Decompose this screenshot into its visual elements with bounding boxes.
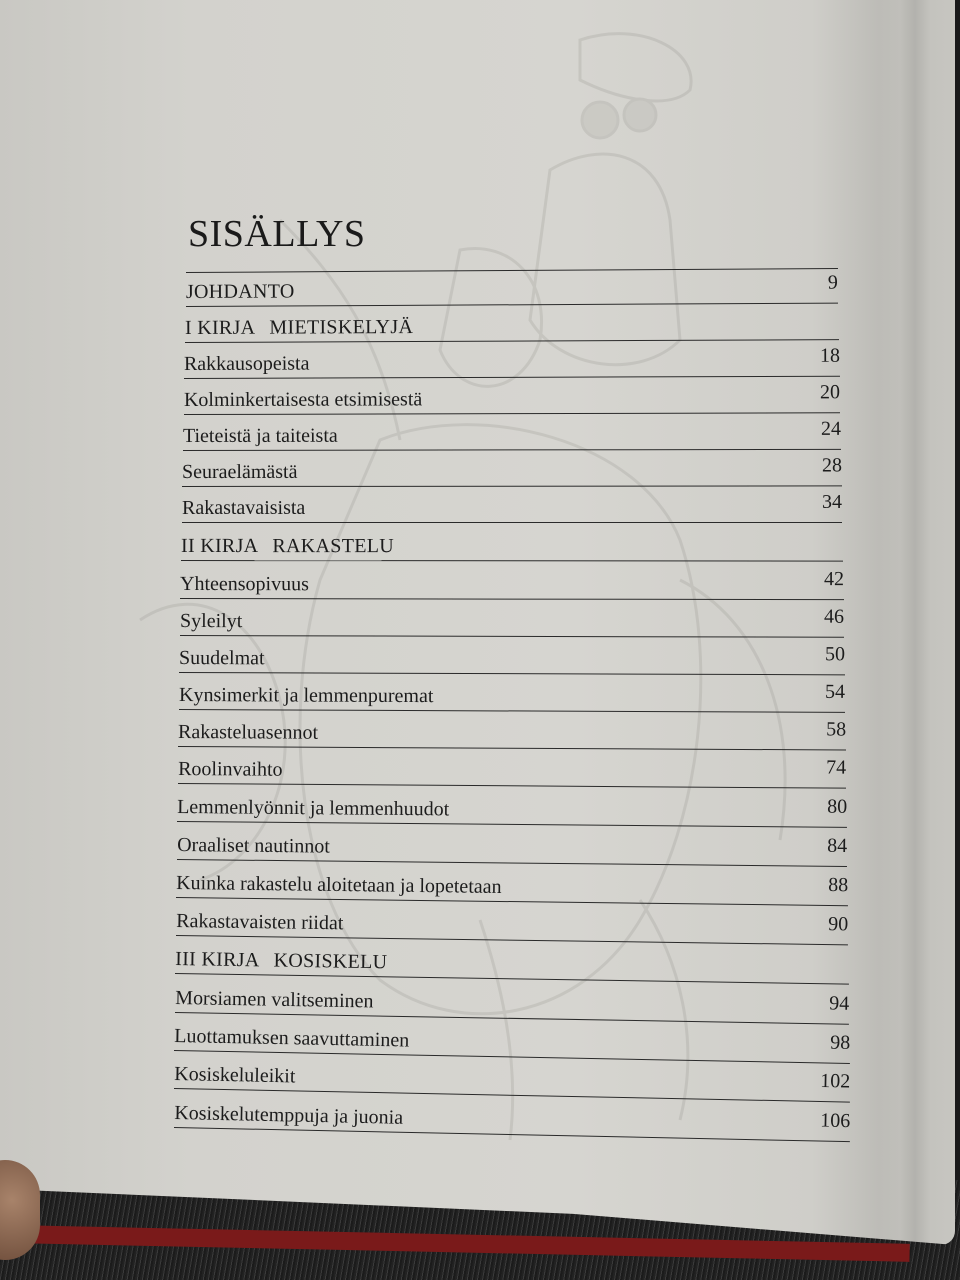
toc-entry[interactable] — [178, 716, 846, 750]
entry-page-number: 54 — [825, 680, 846, 703]
book-title: RAKASTELU — [272, 535, 395, 558]
toc-entry[interactable] — [180, 568, 844, 600]
entry-label: Morsiamen valitseminen — [175, 987, 374, 1013]
toc-entry[interactable] — [179, 679, 845, 713]
entry-page-number: 58 — [826, 718, 847, 741]
entry-label: JOHDANTO — [185, 280, 295, 304]
entry-page-number: 46 — [824, 605, 845, 628]
entry-label: Rakasteluasennot — [178, 721, 319, 744]
book-number: III KIRJA — [175, 948, 260, 972]
entry-label: Rakastavaisten riidat — [176, 910, 344, 935]
entry-page-number: 80 — [827, 795, 848, 818]
entry-label: Oraaliset nautinnot — [177, 834, 330, 858]
entry-label: Syleilyt — [180, 610, 243, 633]
entry-page-number: 74 — [826, 756, 847, 779]
entry-label: Yhteensopivuus — [180, 573, 309, 596]
entry-page-number: 42 — [824, 568, 845, 591]
entry-page-number: 106 — [820, 1109, 851, 1133]
toc-entry[interactable] — [180, 605, 844, 638]
toc-entry[interactable] — [183, 419, 841, 451]
entry-page-number: 88 — [828, 873, 849, 897]
toc-entry-book-heading[interactable] — [185, 309, 839, 343]
entry-page-number: 102 — [820, 1069, 851, 1093]
entry-label: Kolminkertaisesta etsimisestä — [183, 388, 423, 411]
toc-entry[interactable] — [182, 492, 842, 523]
entry-page-number: 98 — [830, 1031, 851, 1054]
entry-page-number: 9 — [827, 271, 838, 294]
entry-page-number: 28 — [821, 454, 842, 477]
entry-page-number: 20 — [819, 381, 840, 404]
toc-entry[interactable] — [184, 382, 840, 415]
entry-page-number: 24 — [820, 417, 841, 440]
book-number: I KIRJA — [184, 316, 256, 340]
entry-label: Luottamuksen saavuttaminen — [174, 1025, 410, 1052]
toc-title: SISÄLLYS — [188, 213, 366, 255]
entry-label: Tieteistä ja taiteista — [182, 424, 338, 447]
toc-entry[interactable] — [177, 791, 847, 828]
entry-page-number: 90 — [828, 913, 849, 936]
entry-label: Seuraelämästä — [181, 460, 298, 483]
entry-page-number: 50 — [825, 643, 846, 666]
entry-label: Kynsimerkit ja lemmenpuremat — [179, 684, 434, 708]
toc-entry[interactable] — [179, 642, 845, 675]
entry-label: Roolinvaihto — [178, 758, 283, 781]
toc-entry[interactable] — [182, 455, 842, 487]
entry-label — [175, 948, 388, 974]
entry-label — [185, 316, 413, 340]
book-title: MIETISKELYJÄ — [269, 316, 414, 339]
book-title: KOSISKELU — [273, 949, 388, 974]
entry-label: Rakkausopeista — [183, 352, 310, 376]
entry-label: Lemmenlyönnit ja lemmenhuudot — [177, 796, 450, 821]
entry-page-number: 34 — [822, 491, 842, 513]
book-number: II KIRJA — [181, 535, 259, 558]
entry-label: Rakastavaisista — [182, 497, 306, 519]
toc-entry-book-heading[interactable] — [181, 530, 843, 562]
entry-label: Kosiskeluleikit — [174, 1063, 296, 1088]
entry-label: Suudelmat — [179, 647, 265, 670]
entry-page-number: 84 — [827, 834, 848, 858]
toc-entry[interactable] — [184, 346, 840, 379]
entry-label: Kuinka rakastelu aloitetaan ja lopetetaan — [176, 872, 502, 898]
entry-page-number: 18 — [819, 344, 840, 367]
entry-label: Kosiskelutemppuja ja juonia — [174, 1102, 404, 1129]
entry-page-number: 94 — [829, 992, 850, 1015]
toc-entry-section[interactable] — [186, 273, 838, 307]
entry-label — [181, 535, 394, 558]
toc-entry[interactable] — [178, 753, 846, 789]
page-fold-shadow — [900, 0, 930, 1245]
